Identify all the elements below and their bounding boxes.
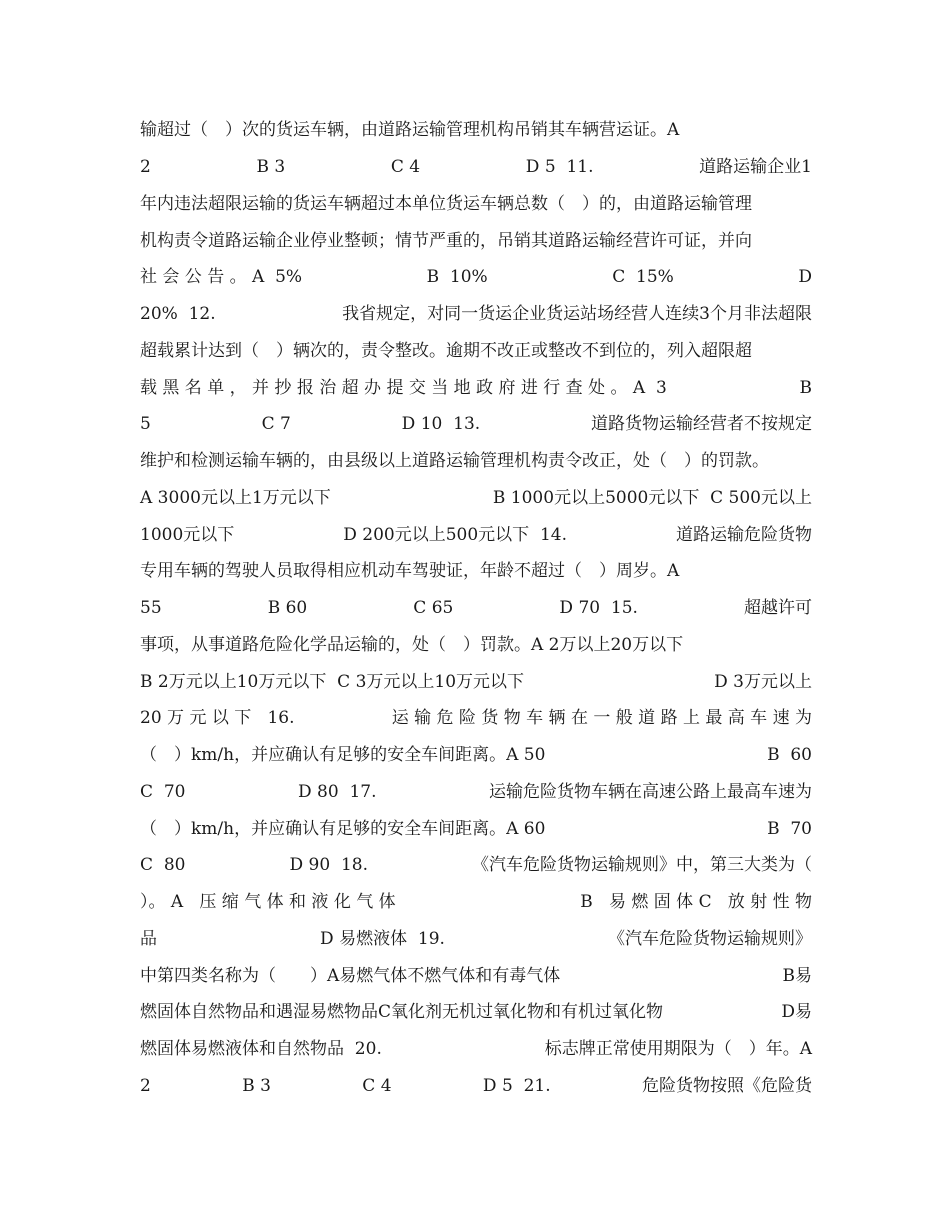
text-run: C 70: [140, 782, 186, 802]
text-run: 标志牌正常使用期限为（ ）年。A: [544, 1039, 812, 1059]
text-line: [140, 448, 812, 474]
text-run: 输超过（ ）次的货运车辆，由道路运输管理机构吊销其车辆营运证。A: [140, 120, 680, 140]
text-line: [140, 816, 812, 842]
text-line: [140, 632, 812, 658]
text-run: B 10%: [426, 267, 488, 287]
text-run: 事项，从事道路危险化学品运输的，处（ ）罚款。A 2万以上20万以下: [140, 635, 684, 655]
text-line: [140, 779, 812, 805]
text-line: [140, 301, 812, 327]
text-line: [140, 411, 812, 437]
text-run: D 3万元以上: [714, 672, 812, 692]
text-line: [140, 522, 812, 548]
text-run: D 200元以上500元以下 14.: [343, 525, 568, 545]
text-line: [140, 963, 812, 989]
text-run: B 2万元以上10万元以下 C 3万元以上10万元以下: [140, 672, 525, 692]
text-run: D 80 17.: [297, 782, 377, 802]
text-line: [140, 338, 812, 364]
text-line: [140, 154, 812, 180]
text-line: [140, 264, 812, 290]
text-line: [140, 742, 812, 768]
text-run: C 15%: [612, 267, 674, 287]
text-run: 2: [140, 157, 151, 177]
text-line: [140, 558, 812, 584]
text-run: 超载累计达到（ ）辆次的，责令整改。逾期不改正或整改不到位的，列入超限超: [140, 341, 752, 361]
text-run: B: [799, 378, 812, 398]
text-run: 运 输 危 险 货 物 车 辆 在 一 般 道 路 上 最 高 车 速 为: [391, 708, 812, 728]
text-run: 品: [140, 929, 157, 949]
text-run: 维护和检测运输车辆的，由县级以上道路运输管理机构责令改正，处（ ）的罚款。: [140, 451, 769, 471]
text-run: D 90 18.: [289, 855, 368, 875]
text-run: 20 万 元 以 下 16.: [140, 708, 295, 728]
text-run: D: [798, 267, 812, 287]
text-run: B 3: [256, 157, 286, 177]
text-run: C 4: [390, 157, 421, 177]
text-line: [140, 889, 812, 915]
text-line: [140, 117, 812, 143]
text-run: （ ）km/h，并应确认有足够的安全车间距离。A 50: [140, 745, 546, 765]
text-line: [140, 926, 812, 952]
text-run: C 4: [362, 1076, 392, 1096]
text-run: B 60: [767, 745, 812, 765]
text-run: 我省规定，对同一货运企业货运站场经营人连续3个月非法超限: [342, 304, 812, 324]
text-line: [140, 228, 812, 254]
text-run: D 70 15.: [559, 598, 638, 618]
text-run: 年内违法超限运输的货运车辆超过本单位货运车辆总数（ ）的，由道路运输管理: [140, 194, 752, 214]
text-run: 道路货物运输经营者不按规定: [590, 414, 812, 434]
text-line: [140, 1073, 812, 1099]
text-run: 燃固体自然物品和遇湿易燃物品C氧化剂无机过氧化物和有机过氧化物: [140, 1002, 664, 1022]
text-run: 《汽车危险货物运输规则》中，第三大类为（: [472, 855, 812, 875]
text-run: D 易燃液体 19.: [320, 929, 445, 949]
text-run: 5: [140, 414, 151, 434]
text-line: [140, 705, 812, 731]
text-line: [140, 999, 812, 1025]
text-run: D 5 21.: [482, 1076, 551, 1096]
text-run: B 70: [767, 819, 812, 839]
text-run: A 3000元以上1万元以下: [140, 488, 331, 508]
text-run: 社 会 公 告 。 A 5%: [140, 267, 303, 287]
text-run: B易: [782, 966, 812, 986]
text-run: 超越许可: [743, 598, 812, 618]
text-run: B 3: [242, 1076, 271, 1096]
text-line: [140, 375, 812, 401]
text-run: 道路运输危险货物: [675, 525, 812, 545]
text-run: 中第四类名称为（ ）A易燃气体不燃气体和有毒气体: [140, 966, 561, 986]
text-run: C 7: [261, 414, 291, 434]
text-run: （ ）km/h，并应确认有足够的安全车间距离。A 60: [140, 819, 546, 839]
text-run: 1000元以下: [140, 525, 235, 545]
text-run: ）。 A 压 缩 气 体 和 液 化 气 体: [140, 892, 396, 912]
text-run: 2: [140, 1076, 151, 1096]
text-line: [140, 485, 812, 511]
text-run: 专用车辆的驾驶人员取得相应机动车驾驶证，年龄不超过（ ）周岁。A: [140, 561, 680, 581]
text-run: 燃固体易燃液体和自然物品 20.: [140, 1039, 382, 1059]
text-run: B 1000元以上5000元以下 C 500元以上: [492, 488, 812, 508]
text-run: 载 黑 名 单 ， 并 抄 报 治 超 办 提 交 当 地 政 府 进 行 查 处 。 A 3: [140, 378, 667, 398]
text-run: 55: [140, 598, 162, 618]
text-run: D 5 11.: [525, 157, 594, 177]
text-run: 运输危险货物车辆在高速公路上最高车速为: [489, 782, 812, 802]
text-run: 《汽车危险货物运输规则》: [607, 929, 812, 949]
text-line: [140, 191, 812, 217]
text-run: D易: [781, 1002, 812, 1022]
text-run: B 60: [267, 598, 308, 618]
text-line: [140, 669, 812, 695]
text-run: 危险货物按照《危险货: [641, 1076, 812, 1096]
text-line: [140, 852, 812, 878]
text-line: [140, 595, 812, 621]
text-run: D 10 13.: [401, 414, 481, 434]
text-run: 20% 12.: [140, 304, 216, 324]
text-run: 道路运输企业1: [699, 157, 812, 177]
text-line: [140, 1036, 812, 1062]
text-run: 机构责令道路运输企业停业整顿；情节严重的，吊销其道路运输经营许可证，并向: [140, 231, 752, 251]
text-run: B 易 燃 固 体 C 放 射 性 物: [580, 892, 812, 912]
text-run: C 80: [140, 855, 186, 875]
text-run: C 65: [413, 598, 454, 618]
